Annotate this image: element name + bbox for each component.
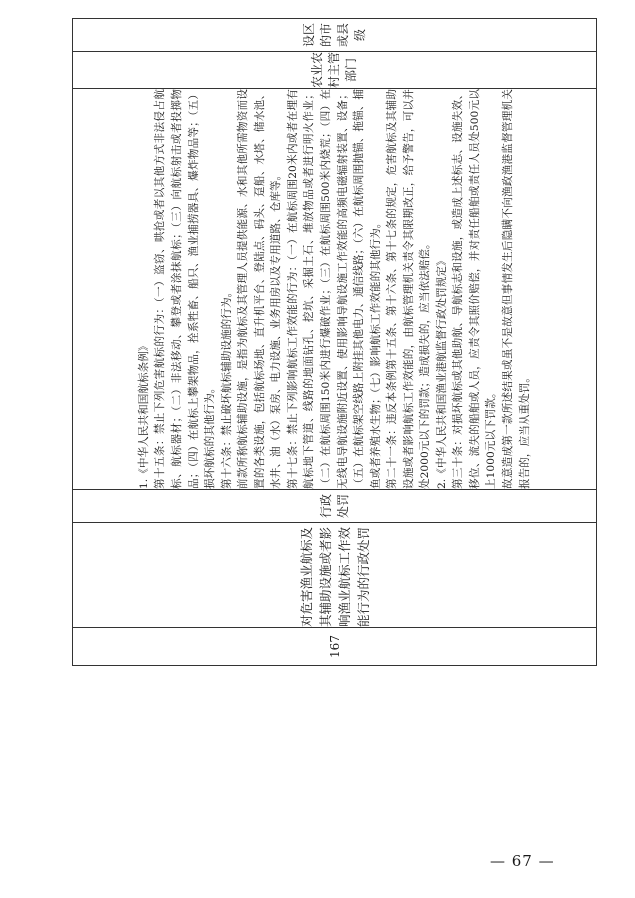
power-type-cell: 行政处罚 (73, 490, 597, 523)
basis-article-16-note: 前款所称航标辅助设施，是指为航标及其管理人员提供能源、水和其他所需物资而设置的各类设施，包括航标场地、直升机平台、登陆点、码头、趸船、水塔、储水池、水井、油（水）泵房、电力设施、业务用房以及专用道路、仓库等。 (237, 89, 283, 489)
dept-farm-cell: 农业农村主管部门 (73, 52, 597, 89)
basis-article-16: 第十六条：禁止破坏航标辅助设施的行为。 (220, 286, 233, 489)
legal-basis-cell (73, 89, 597, 490)
dept-level-cell: 设区的市或县级 (73, 19, 597, 52)
page-number: — 67 — (490, 852, 555, 870)
basis-title-2: 2.《中华人民共和国渔业港航监督行政处罚规定》 (435, 255, 448, 489)
basis-article-30: 第三十条：对损坏航标或其他助航、导航标志和设施，或造成上述标志、设施失效、移位、流失的船舶或人员，应责令其照价赔偿，并对责任船舶或责任人员处500元以上1000元以下罚款。 (452, 89, 498, 489)
table-row (73, 19, 597, 666)
power-list-table (72, 18, 597, 666)
basis-title-1: 1.《中华人民共和国航标条例》 (137, 340, 150, 489)
basis-article-21: 第二十一条：违反本条例第十五条、第十六条、第十七条的规定，危害航标及其辅助设施或者影响航标工作效能的，由航标管理机关责令其限期改正，给予警告，可以并处2000元以下的罚款；造成损失的，应当依法赔偿。 (386, 89, 432, 489)
row-number-cell: 167 (73, 628, 597, 666)
basis-article-17: 第十七条：禁止下列影响航标工作效能的行为：（一）在航标周围20米内或者在埋有航标地下管道、线路的地面钻孔、挖坑、采掘土石、堆放物品或者进行明火作业；（二）在航标周围150米内进行爆破作业；（三）在航标周围500米内烧荒；（四）在无线电导航设施附近设置、使用影响导航设施工作效能的高频电磁辐射装置、设备；（五）在航标架空线路上附挂其他电力、通信线路；（六）在航标周围抛锚、拖锚、捕鱼或者养殖水生物；（七）影响航标工作效能的其他行为。 (286, 89, 382, 489)
basis-article-30-note: 故意造成第一款所述结果或虽不是故意但事情发生后隐瞒不向渔政渔港监督管理机关报告的，应当从重处罚。 (501, 89, 531, 489)
basis-article-15: 第十五条：禁止下列危害航标的行为：（一）盗窃、哄抢或者以其他方式非法侵占航标、航标器材；（二）非法移动、攀登或者涂抹航标；（三）向航标射击或者投掷物品；（四）在航标上攀架物品，拴系牲畜、船只、渔业捕捞器具、爆炸物品等；（五）损坏航标的其他行为。 (154, 89, 217, 489)
item-name-cell: 对危害渔业航标及其辅助设施或者影响渔业航标工作效能行为的行政处罚 (73, 523, 597, 628)
